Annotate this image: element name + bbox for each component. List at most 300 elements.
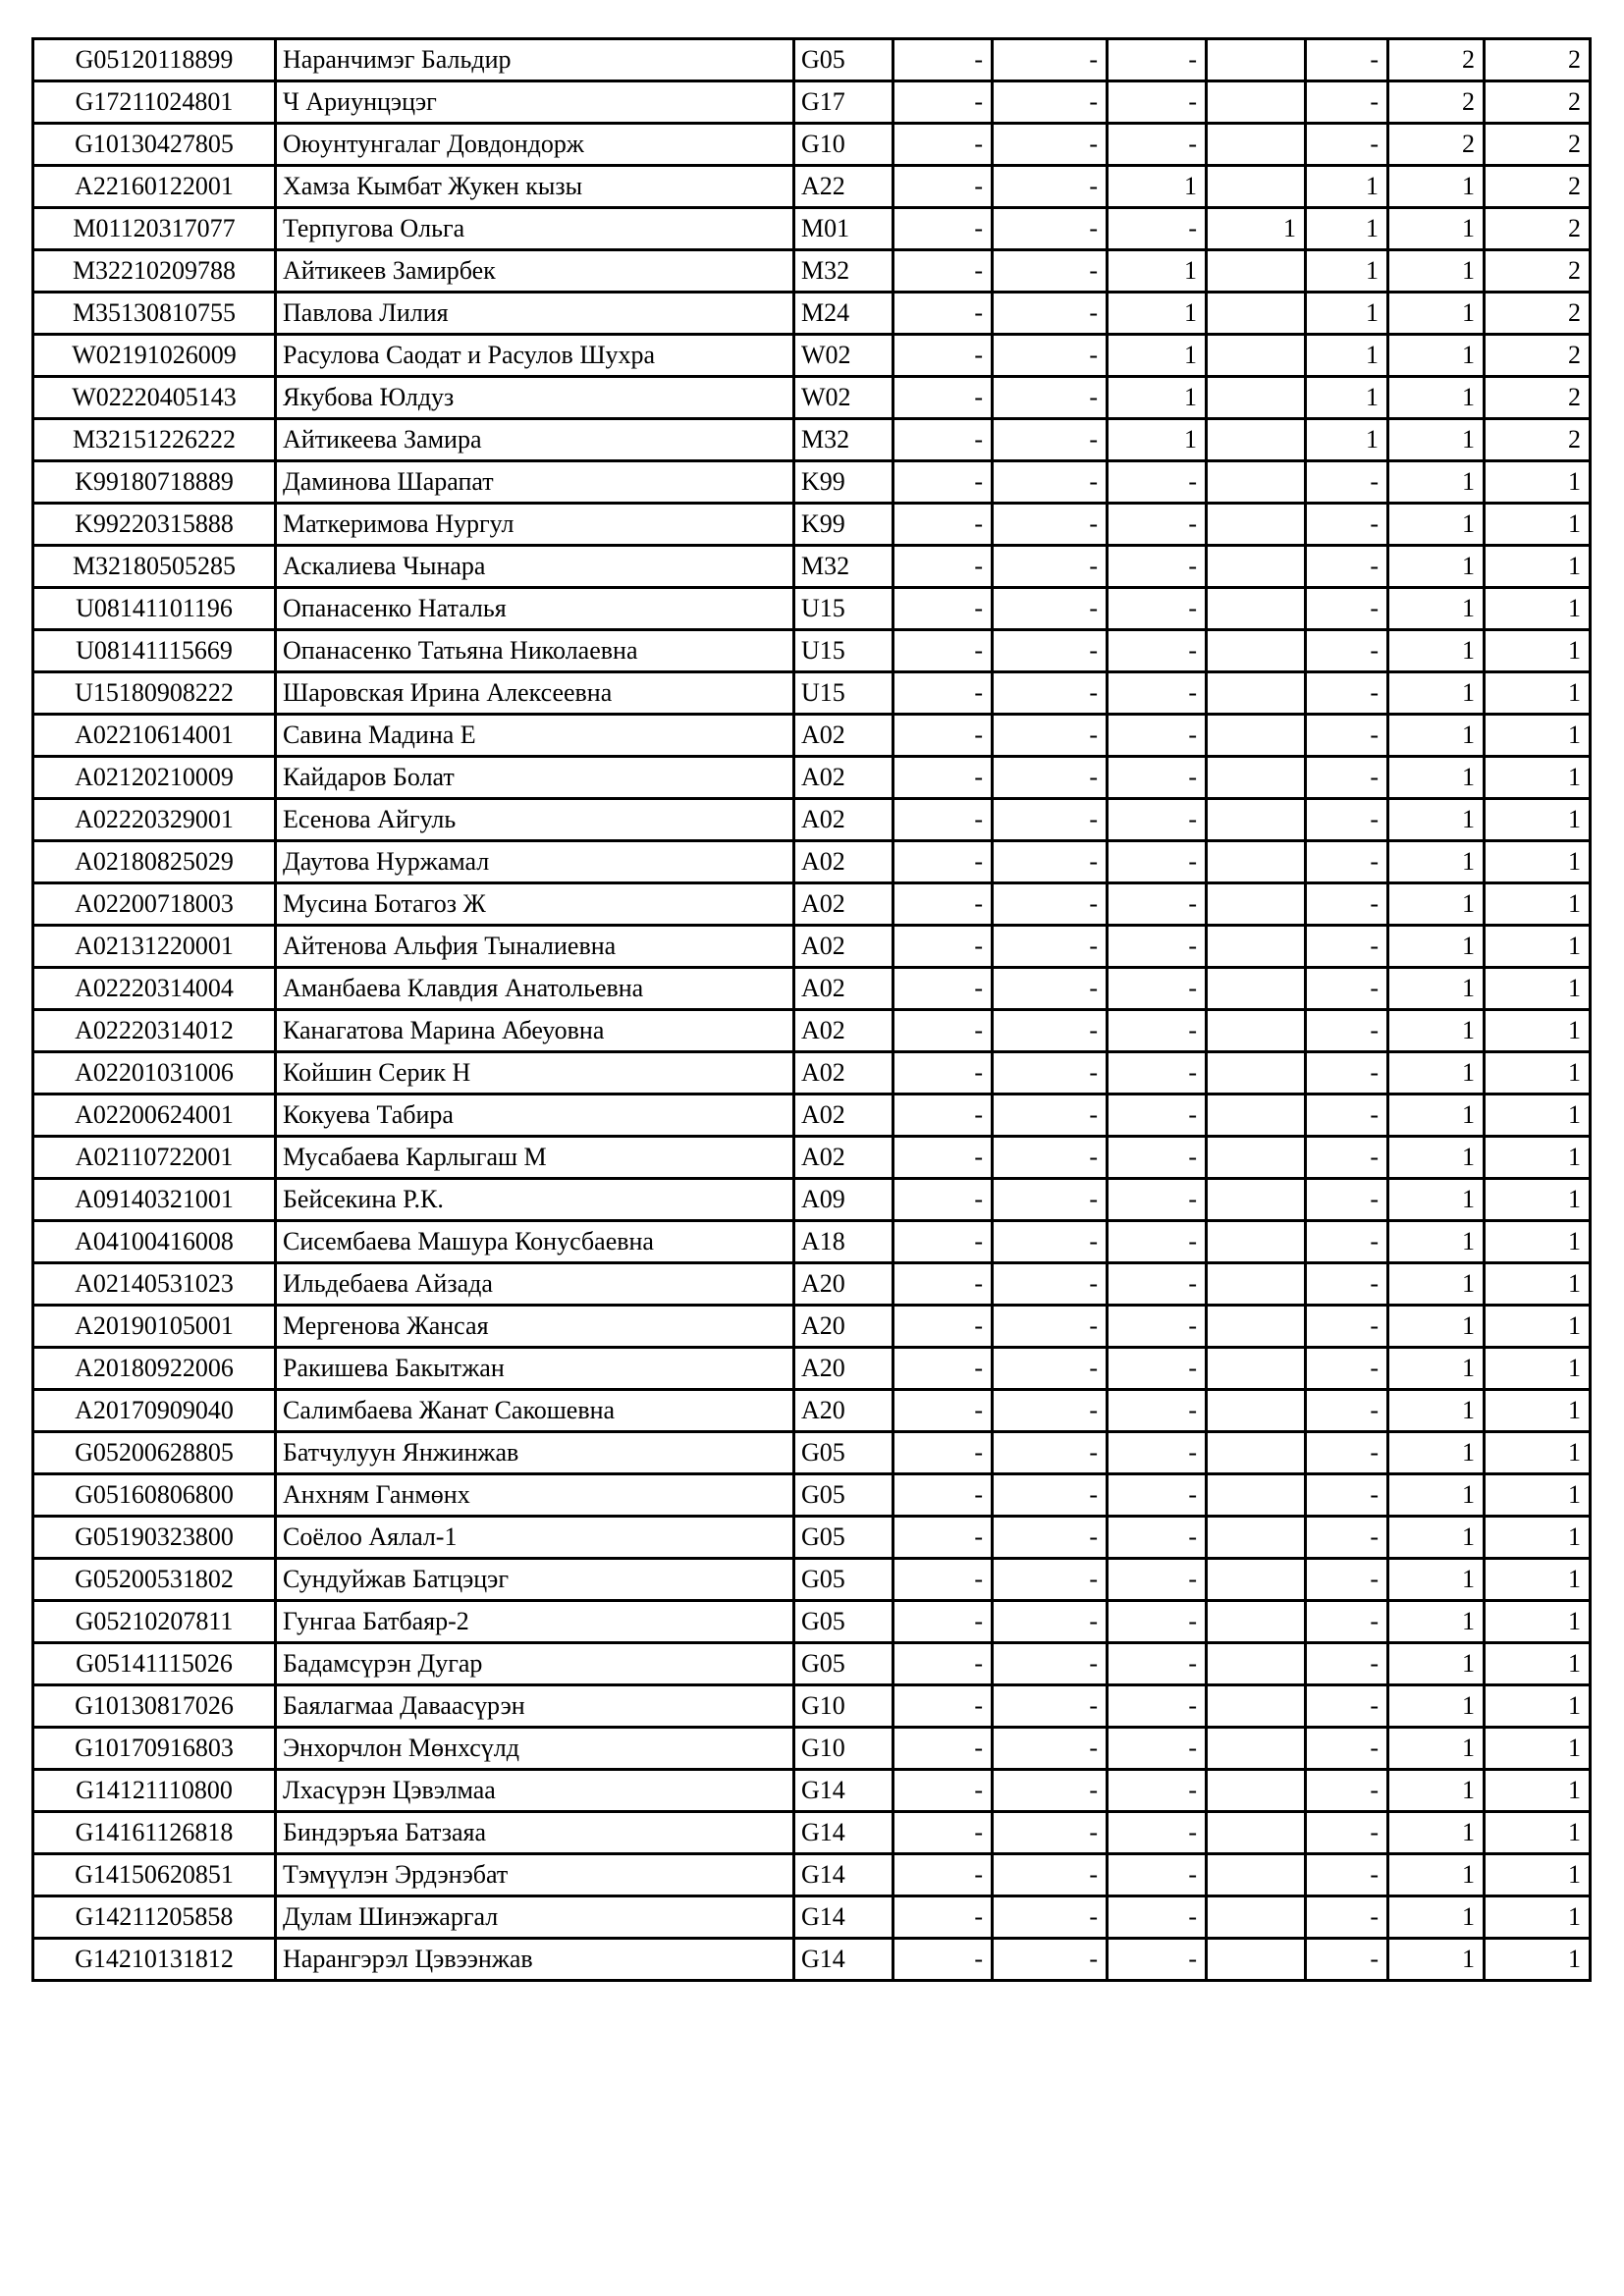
value-col-3-cell: - xyxy=(1108,1474,1207,1517)
value-col-3-cell: - xyxy=(1108,1221,1207,1263)
record-id-cell: G10130427805 xyxy=(33,124,276,166)
table-row xyxy=(33,883,1591,926)
value-col-3-cell: - xyxy=(1108,1812,1207,1854)
value-col-4-cell xyxy=(1207,757,1306,799)
table-row xyxy=(33,1432,1591,1474)
table-row xyxy=(33,1601,1591,1643)
person-name-cell: Дулам Шинэжаргал xyxy=(276,1896,794,1939)
person-name-cell: Якубова Юлдуз xyxy=(276,377,794,419)
total-cell: 1 xyxy=(1485,799,1591,841)
table-row xyxy=(33,1685,1591,1728)
value-col-6-cell: 1 xyxy=(1388,1896,1485,1939)
table-row xyxy=(33,1939,1591,1981)
value-col-2-cell: - xyxy=(993,1432,1108,1474)
table-row xyxy=(33,1896,1591,1939)
value-col-5-cell: - xyxy=(1306,1390,1388,1432)
person-name-cell: Нарангэрэл Цэвээнжав xyxy=(276,1939,794,1981)
value-col-5-cell: - xyxy=(1306,1263,1388,1306)
value-col-6-cell: 1 xyxy=(1388,630,1485,672)
value-col-1-cell: - xyxy=(893,1306,993,1348)
group-code-cell: K99 xyxy=(794,504,893,546)
value-col-1-cell: - xyxy=(893,588,993,630)
value-col-6-cell: 1 xyxy=(1388,715,1485,757)
value-col-1-cell: - xyxy=(893,1052,993,1095)
value-col-4-cell xyxy=(1207,841,1306,883)
record-id-cell: W02220405143 xyxy=(33,377,276,419)
value-col-6-cell: 1 xyxy=(1388,1770,1485,1812)
value-col-1-cell: - xyxy=(893,715,993,757)
value-col-4-cell xyxy=(1207,1770,1306,1812)
group-code-cell: A02 xyxy=(794,968,893,1010)
table-row xyxy=(33,1559,1591,1601)
group-code-cell: G14 xyxy=(794,1812,893,1854)
value-col-4-cell xyxy=(1207,124,1306,166)
value-col-2-cell: - xyxy=(993,883,1108,926)
record-id-cell: G10130817026 xyxy=(33,1685,276,1728)
value-col-3-cell: - xyxy=(1108,1306,1207,1348)
value-col-4-cell xyxy=(1207,1685,1306,1728)
value-col-6-cell: 1 xyxy=(1388,883,1485,926)
value-col-1-cell: - xyxy=(893,1517,993,1559)
value-col-1-cell: - xyxy=(893,250,993,293)
value-col-4-cell xyxy=(1207,419,1306,461)
value-col-2-cell: - xyxy=(993,166,1108,208)
group-code-cell: G17 xyxy=(794,81,893,124)
total-cell: 1 xyxy=(1485,1348,1591,1390)
value-col-5-cell: - xyxy=(1306,504,1388,546)
value-col-5-cell: - xyxy=(1306,1348,1388,1390)
table-row xyxy=(33,335,1591,377)
value-col-2-cell: - xyxy=(993,546,1108,588)
value-col-2-cell: - xyxy=(993,419,1108,461)
person-name-cell: Лхасүрэн Цэвэлмаа xyxy=(276,1770,794,1812)
value-col-1-cell: - xyxy=(893,461,993,504)
value-col-4-cell xyxy=(1207,1137,1306,1179)
value-col-5-cell: - xyxy=(1306,1728,1388,1770)
value-col-4-cell xyxy=(1207,1559,1306,1601)
value-col-6-cell: 1 xyxy=(1388,250,1485,293)
value-col-4-cell xyxy=(1207,377,1306,419)
value-col-4-cell xyxy=(1207,1474,1306,1517)
value-col-5-cell: 1 xyxy=(1306,293,1388,335)
value-col-4-cell xyxy=(1207,672,1306,715)
value-col-3-cell: - xyxy=(1108,1770,1207,1812)
person-name-cell: Опанасенко Татьяна Николаевна xyxy=(276,630,794,672)
total-cell: 2 xyxy=(1485,419,1591,461)
value-col-1-cell: - xyxy=(893,208,993,250)
value-col-1-cell: - xyxy=(893,81,993,124)
table-row xyxy=(33,926,1591,968)
value-col-6-cell: 1 xyxy=(1388,293,1485,335)
record-id-cell: M01120317077 xyxy=(33,208,276,250)
value-col-1-cell: - xyxy=(893,799,993,841)
value-col-5-cell: 1 xyxy=(1306,335,1388,377)
person-name-cell: Аскалиева Чынара xyxy=(276,546,794,588)
total-cell: 1 xyxy=(1485,1728,1591,1770)
record-id-cell: A02220314004 xyxy=(33,968,276,1010)
value-col-5-cell: - xyxy=(1306,968,1388,1010)
value-col-5-cell: - xyxy=(1306,926,1388,968)
value-col-6-cell: 1 xyxy=(1388,546,1485,588)
value-col-4-cell xyxy=(1207,1854,1306,1896)
person-name-cell: Соёлоо Аялал-1 xyxy=(276,1517,794,1559)
value-col-4-cell xyxy=(1207,588,1306,630)
record-id-cell: A02200718003 xyxy=(33,883,276,926)
value-col-4-cell xyxy=(1207,883,1306,926)
value-col-3-cell: - xyxy=(1108,124,1207,166)
table-row xyxy=(33,1221,1591,1263)
value-col-3-cell: - xyxy=(1108,1939,1207,1981)
record-id-cell: A02110722001 xyxy=(33,1137,276,1179)
value-col-3-cell: - xyxy=(1108,588,1207,630)
value-col-4-cell xyxy=(1207,250,1306,293)
record-id-cell: A22160122001 xyxy=(33,166,276,208)
record-id-cell: K99180718889 xyxy=(33,461,276,504)
value-col-4-cell xyxy=(1207,715,1306,757)
person-name-cell: Салимбаева Жанат Сакошевна xyxy=(276,1390,794,1432)
table-row xyxy=(33,715,1591,757)
value-col-1-cell: - xyxy=(893,1010,993,1052)
group-code-cell: A09 xyxy=(794,1179,893,1221)
value-col-2-cell: - xyxy=(993,1095,1108,1137)
record-id-cell: A20190105001 xyxy=(33,1306,276,1348)
value-col-6-cell: 1 xyxy=(1388,208,1485,250)
total-cell: 1 xyxy=(1485,461,1591,504)
value-col-5-cell: - xyxy=(1306,715,1388,757)
group-code-cell: A02 xyxy=(794,883,893,926)
table-row xyxy=(33,630,1591,672)
value-col-4-cell xyxy=(1207,504,1306,546)
table-row xyxy=(33,461,1591,504)
value-col-3-cell: - xyxy=(1108,1348,1207,1390)
person-name-cell: Батчулуун Янжинжав xyxy=(276,1432,794,1474)
value-col-6-cell: 1 xyxy=(1388,1643,1485,1685)
value-col-4-cell xyxy=(1207,1052,1306,1095)
value-col-1-cell: - xyxy=(893,1137,993,1179)
value-col-6-cell: 1 xyxy=(1388,1263,1485,1306)
value-col-4-cell xyxy=(1207,461,1306,504)
group-code-cell: U15 xyxy=(794,588,893,630)
record-id-cell: K99220315888 xyxy=(33,504,276,546)
value-col-1-cell: - xyxy=(893,841,993,883)
group-code-cell: A02 xyxy=(794,799,893,841)
value-col-6-cell: 1 xyxy=(1388,1812,1485,1854)
value-col-4-cell xyxy=(1207,926,1306,968)
total-cell: 1 xyxy=(1485,968,1591,1010)
person-name-cell: Мусабаева Карлыгаш М xyxy=(276,1137,794,1179)
table-row xyxy=(33,799,1591,841)
value-col-4-cell xyxy=(1207,293,1306,335)
value-col-5-cell: - xyxy=(1306,546,1388,588)
record-id-cell: M32180505285 xyxy=(33,546,276,588)
total-cell: 1 xyxy=(1485,1263,1591,1306)
value-col-2-cell: - xyxy=(993,1474,1108,1517)
group-code-cell: M01 xyxy=(794,208,893,250)
value-col-1-cell: - xyxy=(893,1474,993,1517)
table-row xyxy=(33,1728,1591,1770)
person-name-cell: Опанасенко Наталья xyxy=(276,588,794,630)
value-col-5-cell: - xyxy=(1306,1559,1388,1601)
value-col-5-cell: - xyxy=(1306,799,1388,841)
total-cell: 1 xyxy=(1485,883,1591,926)
total-cell: 1 xyxy=(1485,1939,1591,1981)
value-col-5-cell: 1 xyxy=(1306,250,1388,293)
group-code-cell: A02 xyxy=(794,715,893,757)
value-col-2-cell: - xyxy=(993,1137,1108,1179)
group-code-cell: A20 xyxy=(794,1390,893,1432)
value-col-5-cell: - xyxy=(1306,1474,1388,1517)
total-cell: 2 xyxy=(1485,39,1591,81)
value-col-4-cell xyxy=(1207,1221,1306,1263)
value-col-6-cell: 1 xyxy=(1388,377,1485,419)
record-id-cell: G17211024801 xyxy=(33,81,276,124)
group-code-cell: G05 xyxy=(794,1643,893,1685)
person-name-cell: Ильдебаева Айзада xyxy=(276,1263,794,1306)
value-col-2-cell: - xyxy=(993,1517,1108,1559)
value-col-4-cell xyxy=(1207,1896,1306,1939)
group-code-cell: U15 xyxy=(794,630,893,672)
record-id-cell: W02191026009 xyxy=(33,335,276,377)
value-col-2-cell: - xyxy=(993,841,1108,883)
value-col-5-cell: - xyxy=(1306,630,1388,672)
value-col-1-cell: - xyxy=(893,39,993,81)
value-col-1-cell: - xyxy=(893,546,993,588)
value-col-4-cell xyxy=(1207,1390,1306,1432)
total-cell: 2 xyxy=(1485,293,1591,335)
value-col-1-cell: - xyxy=(893,1601,993,1643)
value-col-1-cell: - xyxy=(893,968,993,1010)
value-col-1-cell: - xyxy=(893,672,993,715)
value-col-2-cell: - xyxy=(993,1348,1108,1390)
person-name-cell: Маткеримова Нургул xyxy=(276,504,794,546)
value-col-6-cell: 1 xyxy=(1388,461,1485,504)
value-col-3-cell: 1 xyxy=(1108,377,1207,419)
record-id-cell: G05190323800 xyxy=(33,1517,276,1559)
table-row xyxy=(33,1812,1591,1854)
value-col-4-cell xyxy=(1207,1306,1306,1348)
value-col-3-cell: - xyxy=(1108,1390,1207,1432)
value-col-4-cell xyxy=(1207,1348,1306,1390)
value-col-4-cell xyxy=(1207,166,1306,208)
value-col-2-cell: - xyxy=(993,715,1108,757)
value-col-1-cell: - xyxy=(893,377,993,419)
total-cell: 1 xyxy=(1485,1685,1591,1728)
value-col-4-cell xyxy=(1207,1812,1306,1854)
value-col-6-cell: 1 xyxy=(1388,1601,1485,1643)
total-cell: 1 xyxy=(1485,630,1591,672)
table-row xyxy=(33,968,1591,1010)
total-cell: 1 xyxy=(1485,1559,1591,1601)
value-col-6-cell: 1 xyxy=(1388,1474,1485,1517)
value-col-2-cell: - xyxy=(993,461,1108,504)
value-col-5-cell: - xyxy=(1306,1010,1388,1052)
total-cell: 1 xyxy=(1485,1179,1591,1221)
total-cell: 1 xyxy=(1485,1390,1591,1432)
value-col-1-cell: - xyxy=(893,166,993,208)
table-row xyxy=(33,757,1591,799)
table-row xyxy=(33,1854,1591,1896)
person-name-cell: Савина Мадина Е xyxy=(276,715,794,757)
total-cell: 2 xyxy=(1485,335,1591,377)
value-col-6-cell: 1 xyxy=(1388,588,1485,630)
table-row xyxy=(33,208,1591,250)
value-col-4-cell xyxy=(1207,799,1306,841)
person-name-cell: Ч Ариунцэцэг xyxy=(276,81,794,124)
record-id-cell: G05210207811 xyxy=(33,1601,276,1643)
value-col-1-cell: - xyxy=(893,1770,993,1812)
person-name-cell: Павлова Лилия xyxy=(276,293,794,335)
value-col-3-cell: 1 xyxy=(1108,293,1207,335)
record-id-cell: G14211205858 xyxy=(33,1896,276,1939)
value-col-6-cell: 1 xyxy=(1388,799,1485,841)
value-col-6-cell: 1 xyxy=(1388,968,1485,1010)
value-col-2-cell: - xyxy=(993,1685,1108,1728)
person-name-cell: Ракишева Бакытжан xyxy=(276,1348,794,1390)
value-col-2-cell: - xyxy=(993,1559,1108,1601)
value-col-3-cell: - xyxy=(1108,1728,1207,1770)
total-cell: 1 xyxy=(1485,1517,1591,1559)
person-name-cell: Терпугова Ольга xyxy=(276,208,794,250)
value-col-1-cell: - xyxy=(893,419,993,461)
value-col-5-cell: - xyxy=(1306,1137,1388,1179)
record-id-cell: G05120118899 xyxy=(33,39,276,81)
value-col-4-cell xyxy=(1207,39,1306,81)
value-col-5-cell: - xyxy=(1306,1685,1388,1728)
value-col-2-cell: - xyxy=(993,630,1108,672)
value-col-2-cell: - xyxy=(993,1854,1108,1896)
value-col-6-cell: 1 xyxy=(1388,335,1485,377)
value-col-6-cell: 2 xyxy=(1388,81,1485,124)
value-col-5-cell: 1 xyxy=(1306,419,1388,461)
value-col-4-cell xyxy=(1207,546,1306,588)
value-col-4-cell xyxy=(1207,1643,1306,1685)
table-row xyxy=(33,672,1591,715)
group-code-cell: A02 xyxy=(794,1137,893,1179)
total-cell: 1 xyxy=(1485,1896,1591,1939)
value-col-3-cell: - xyxy=(1108,841,1207,883)
value-col-2-cell: - xyxy=(993,1896,1108,1939)
value-col-6-cell: 1 xyxy=(1388,1179,1485,1221)
value-col-4-cell xyxy=(1207,335,1306,377)
value-col-5-cell: - xyxy=(1306,1517,1388,1559)
total-cell: 1 xyxy=(1485,672,1591,715)
value-col-1-cell: - xyxy=(893,335,993,377)
value-col-2-cell: - xyxy=(993,588,1108,630)
table-row xyxy=(33,1390,1591,1432)
value-col-2-cell: - xyxy=(993,377,1108,419)
total-cell: 1 xyxy=(1485,1432,1591,1474)
value-col-6-cell: 1 xyxy=(1388,1052,1485,1095)
record-id-cell: G14121110800 xyxy=(33,1770,276,1812)
record-id-cell: G05200531802 xyxy=(33,1559,276,1601)
table-row xyxy=(33,81,1591,124)
value-col-3-cell: - xyxy=(1108,1517,1207,1559)
value-col-4-cell xyxy=(1207,1263,1306,1306)
value-col-6-cell: 1 xyxy=(1388,1854,1485,1896)
group-code-cell: G05 xyxy=(794,1432,893,1474)
value-col-5-cell: - xyxy=(1306,588,1388,630)
total-cell: 2 xyxy=(1485,208,1591,250)
record-id-cell: A02131220001 xyxy=(33,926,276,968)
value-col-1-cell: - xyxy=(893,1728,993,1770)
value-col-2-cell: - xyxy=(993,81,1108,124)
value-col-2-cell: - xyxy=(993,968,1108,1010)
value-col-2-cell: - xyxy=(993,926,1108,968)
value-col-6-cell: 1 xyxy=(1388,1348,1485,1390)
group-code-cell: G14 xyxy=(794,1770,893,1812)
group-code-cell: A18 xyxy=(794,1221,893,1263)
total-cell: 1 xyxy=(1485,1474,1591,1517)
value-col-1-cell: - xyxy=(893,124,993,166)
value-col-3-cell: - xyxy=(1108,757,1207,799)
group-code-cell: U15 xyxy=(794,672,893,715)
group-code-cell: A02 xyxy=(794,841,893,883)
record-id-cell: A02140531023 xyxy=(33,1263,276,1306)
person-name-cell: Койшин Серик Н xyxy=(276,1052,794,1095)
value-col-1-cell: - xyxy=(893,1643,993,1685)
value-col-3-cell: - xyxy=(1108,208,1207,250)
record-id-cell: A02210614001 xyxy=(33,715,276,757)
total-cell: 1 xyxy=(1485,588,1591,630)
value-col-5-cell: - xyxy=(1306,39,1388,81)
value-col-2-cell: - xyxy=(993,208,1108,250)
value-col-4-cell xyxy=(1207,1517,1306,1559)
table-row xyxy=(33,1306,1591,1348)
value-col-3-cell: 1 xyxy=(1108,166,1207,208)
value-col-1-cell: - xyxy=(893,1221,993,1263)
record-id-cell: U15180908222 xyxy=(33,672,276,715)
record-id-cell: U08141115669 xyxy=(33,630,276,672)
group-code-cell: M32 xyxy=(794,419,893,461)
value-col-6-cell: 1 xyxy=(1388,841,1485,883)
group-code-cell: G05 xyxy=(794,1474,893,1517)
value-col-3-cell: - xyxy=(1108,926,1207,968)
value-col-1-cell: - xyxy=(893,1896,993,1939)
value-col-3-cell: 1 xyxy=(1108,335,1207,377)
record-id-cell: A02180825029 xyxy=(33,841,276,883)
value-col-2-cell: - xyxy=(993,1306,1108,1348)
table-row xyxy=(33,546,1591,588)
value-col-5-cell: - xyxy=(1306,1432,1388,1474)
value-col-2-cell: - xyxy=(993,1179,1108,1221)
group-code-cell: A02 xyxy=(794,1010,893,1052)
group-code-cell: G10 xyxy=(794,1685,893,1728)
person-name-cell: Расулова Саодат и Расулов Шухра xyxy=(276,335,794,377)
value-col-2-cell: - xyxy=(993,1643,1108,1685)
value-col-3-cell: 1 xyxy=(1108,250,1207,293)
value-col-3-cell: - xyxy=(1108,1559,1207,1601)
value-col-6-cell: 1 xyxy=(1388,1685,1485,1728)
group-code-cell: G14 xyxy=(794,1854,893,1896)
record-id-cell: G14161126818 xyxy=(33,1812,276,1854)
record-id-cell: A20170909040 xyxy=(33,1390,276,1432)
record-id-cell: A04100416008 xyxy=(33,1221,276,1263)
person-name-cell: Даминова Шарапат xyxy=(276,461,794,504)
total-cell: 1 xyxy=(1485,841,1591,883)
record-id-cell: M35130810755 xyxy=(33,293,276,335)
value-col-5-cell: - xyxy=(1306,757,1388,799)
value-col-3-cell: - xyxy=(1108,1010,1207,1052)
value-col-2-cell: - xyxy=(993,1728,1108,1770)
group-code-cell: A02 xyxy=(794,1052,893,1095)
value-col-2-cell: - xyxy=(993,672,1108,715)
person-name-cell: Айтенова Альфия Тыналиевна xyxy=(276,926,794,968)
person-name-cell: Сундуйжав Батцэцэг xyxy=(276,1559,794,1601)
person-name-cell: Айтикеева Замира xyxy=(276,419,794,461)
table-row xyxy=(33,166,1591,208)
value-col-1-cell: - xyxy=(893,1432,993,1474)
total-cell: 1 xyxy=(1485,1643,1591,1685)
